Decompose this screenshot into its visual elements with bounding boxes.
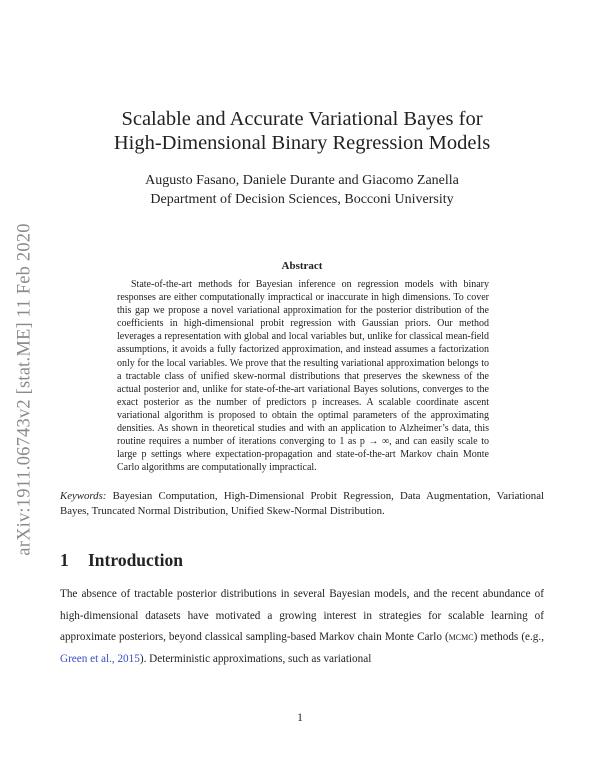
introduction-paragraph bbox=[60, 584, 544, 671]
paper-title bbox=[60, 107, 544, 155]
title-line-2: High-Dimensional Binary Regression Models bbox=[113, 132, 491, 154]
section-title: Introduction bbox=[88, 550, 183, 570]
affiliation: Department of Decision Sciences, Bocconi University bbox=[150, 192, 454, 207]
citation-link[interactable]: Green et al., 2015 bbox=[60, 653, 140, 666]
title-line-1: Scalable and Accurate Variational Bayes for bbox=[121, 108, 483, 130]
keywords-block bbox=[60, 489, 544, 518]
abstract-text: State-of-the-art methods for Bayesian inference on regression models with binary responses are either computationally impractical or inaccurate in high dimensions. To cover this gap we propose a novel variational approximation for the posterior distribution of the coefficients in high-dimensional probit regression with Gaussian priors. Our method leverages a representation with global and local variables but, unlike for classical mean-field assumptions, it avoids a fully factorized approximation, and instead assumes a factorization only for the local variables. We prove that the resulting variational approximation belongs to a tractable class of unified skew-normal distributions that preserves the skewness of the actual posterior and, unlike for state-of-the-art variational Bayes solutions, converges to the exact posterior as the number of predictors p increases. A scalable coordinate ascent variational algorithm is proposed to obtain the optimal parameters of the approximating densities. As shown in theoretical studies and with an application to Alzheimer’s data, this routine requires a number of iterations converging to 1 as p → ∞, and can easily scale to large p settings where expectation-propagation and state-of-the-art Markov chain Monte Carlo algorithms are computationally impractical. bbox=[117, 279, 489, 474]
intro-text-2: ) methods (e.g., bbox=[473, 631, 544, 644]
author-names: Augusto Fasano, Daniele Durante and Giacomo Zanella bbox=[145, 173, 459, 188]
keywords-label: Keywords: bbox=[60, 490, 107, 502]
intro-text-3: ). Deterministic approximations, such as variational bbox=[139, 653, 372, 666]
section-number: 1 bbox=[60, 550, 69, 570]
author-block bbox=[60, 171, 544, 209]
intro-text-1: The absence of tractable posterior distributions in several Bayesian models, and the recent abundance of high-dimensional datasets have motivated a growing interest in strategies for scalable learning of approximate posteriors, beyond classical sampling-based Markov chain Monte Carlo ( bbox=[60, 588, 544, 644]
page-number: 1 bbox=[297, 712, 303, 724]
mcmc-abbreviation: mcmc bbox=[448, 631, 474, 644]
arxiv-identifier-text: arXiv:1911.06743v2 [stat.ME] 11 Feb 2020 bbox=[14, 222, 35, 556]
keywords-text: Bayesian Computation, High-Dimensional Probit Regression, Data Augmentation, Variational Bayes, Truncated Normal Distribution, Unified Skew-Normal Distribution. bbox=[60, 490, 544, 517]
section-heading bbox=[60, 550, 183, 571]
abstract-heading: Abstract bbox=[281, 260, 323, 272]
arxiv-identifier-stamp bbox=[12, 200, 38, 578]
abstract-body bbox=[117, 278, 489, 474]
